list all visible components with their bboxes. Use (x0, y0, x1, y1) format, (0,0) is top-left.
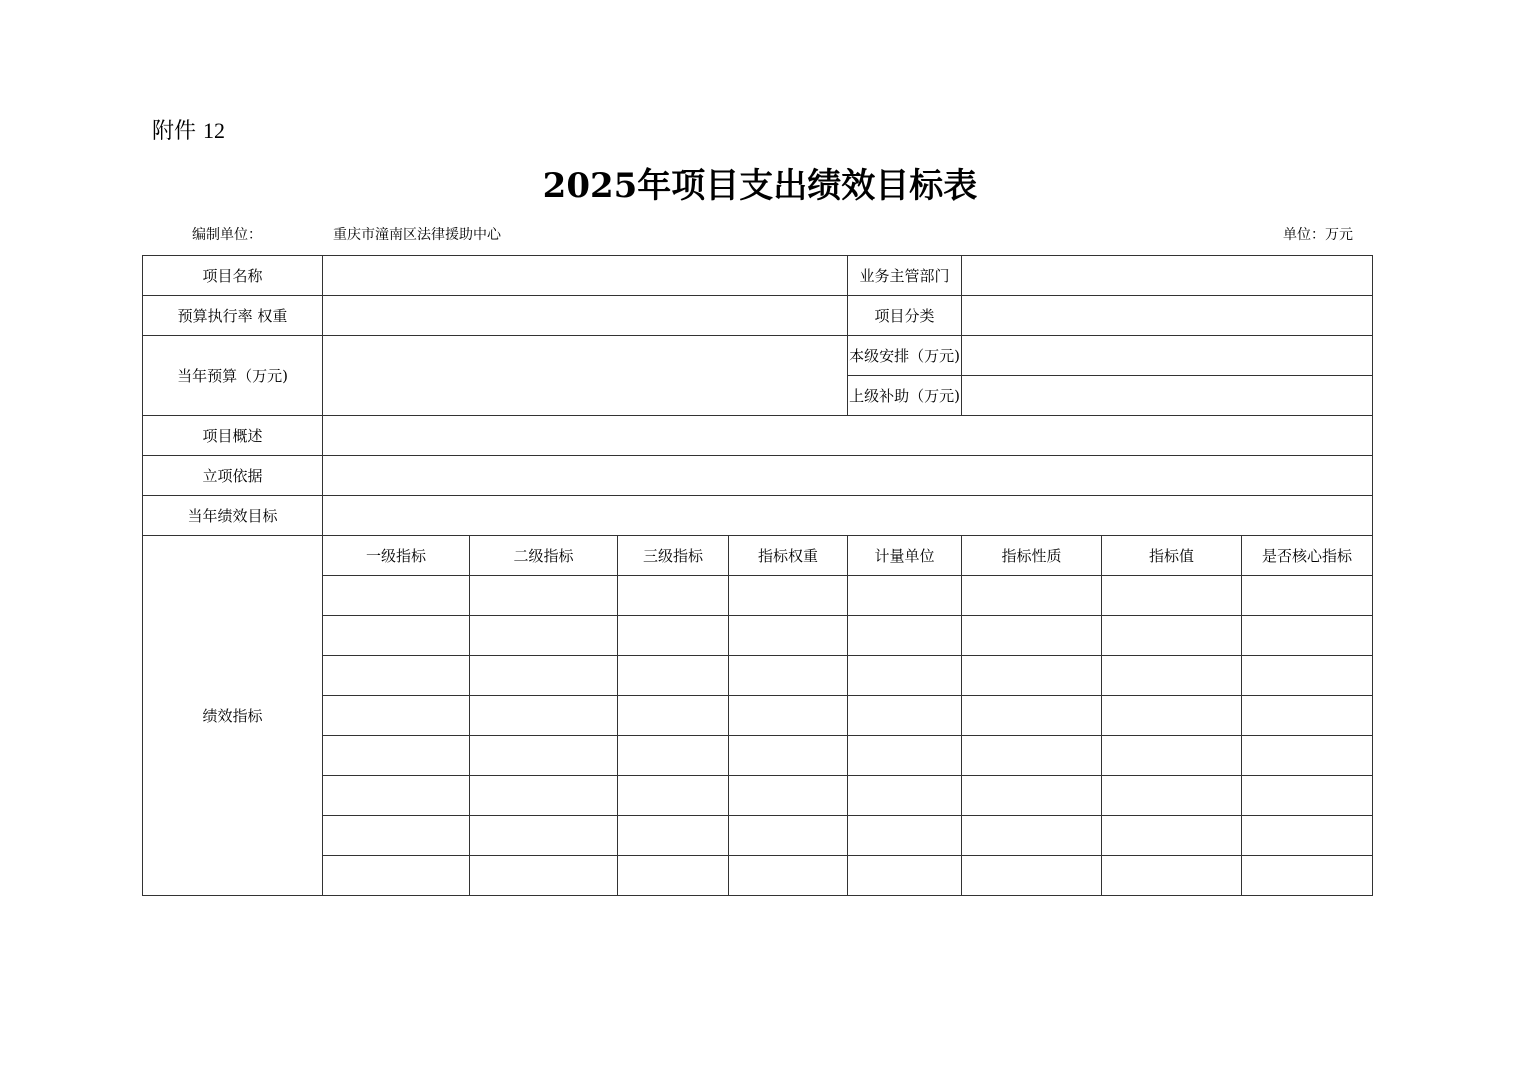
indicator-cell[interactable] (470, 856, 618, 896)
overview-value[interactable] (323, 416, 1373, 456)
org-value: 重庆市潼南区法律援助中心 (333, 227, 501, 243)
header-nature: 指标性质 (962, 536, 1102, 576)
category-value[interactable] (962, 296, 1373, 336)
local-value[interactable] (962, 336, 1373, 376)
header-level2: 二级指标 (470, 536, 618, 576)
performance-target-table (142, 255, 1373, 896)
indicator-cell[interactable] (729, 576, 848, 616)
header-core: 是否核心指标 (1242, 536, 1373, 576)
project-name-value[interactable] (323, 256, 848, 296)
indicator-cell[interactable] (618, 776, 729, 816)
indicator-cell[interactable] (848, 776, 962, 816)
indicator-cell[interactable] (323, 656, 470, 696)
local-label: 本级安排（万元) (848, 336, 962, 376)
indicator-cell[interactable] (962, 616, 1102, 656)
indicator-cell[interactable] (1242, 736, 1373, 776)
upper-label: 上级补助（万元) (848, 376, 962, 416)
indicator-cell[interactable] (323, 616, 470, 656)
basis-value[interactable] (323, 456, 1373, 496)
budget-value[interactable] (323, 336, 848, 416)
indicator-cell[interactable] (848, 696, 962, 736)
indicator-row (143, 736, 1373, 776)
indicator-cell[interactable] (1102, 736, 1242, 776)
indicator-cell[interactable] (618, 576, 729, 616)
budget-label: 当年预算（万元) (143, 336, 323, 416)
indicator-cell[interactable] (323, 736, 470, 776)
header-unit: 计量单位 (848, 536, 962, 576)
indicator-cell[interactable] (1102, 816, 1242, 856)
indicator-cell[interactable] (848, 856, 962, 896)
indicator-cell[interactable] (1242, 696, 1373, 736)
unit-label: 单位：万元 (1283, 227, 1353, 243)
goal-value[interactable] (323, 496, 1373, 536)
indicator-cell[interactable] (1102, 616, 1242, 656)
indicator-row (143, 656, 1373, 696)
indicator-cell[interactable] (323, 856, 470, 896)
header-weight: 指标权重 (729, 536, 848, 576)
attachment-label (152, 116, 225, 147)
indicator-cell[interactable] (1102, 776, 1242, 816)
indicator-row (143, 816, 1373, 856)
overview-label: 项目概述 (143, 416, 323, 456)
indicator-cell[interactable] (1102, 856, 1242, 896)
indicator-cell[interactable] (962, 656, 1102, 696)
header-level3: 三级指标 (618, 536, 729, 576)
indicator-cell[interactable] (848, 656, 962, 696)
category-label: 项目分类 (848, 296, 962, 336)
indicator-cell[interactable] (1242, 576, 1373, 616)
indicator-cell[interactable] (470, 656, 618, 696)
goal-label: 当年绩效目标 (143, 496, 323, 536)
dept-label: 业务主管部门 (848, 256, 962, 296)
indicator-cell[interactable] (962, 736, 1102, 776)
indicator-cell[interactable] (1242, 856, 1373, 896)
indicator-cell[interactable] (1102, 696, 1242, 736)
upper-value[interactable] (962, 376, 1373, 416)
indicator-cell[interactable] (323, 576, 470, 616)
indicator-cell[interactable] (618, 816, 729, 856)
indicator-cell[interactable] (729, 656, 848, 696)
indicator-cell[interactable] (848, 816, 962, 856)
indicator-row (143, 576, 1373, 616)
indicator-cell[interactable] (618, 696, 729, 736)
attachment-number: 12 (203, 118, 226, 143)
indicator-cell[interactable] (962, 776, 1102, 816)
indicator-cell[interactable] (323, 816, 470, 856)
header-level1: 一级指标 (323, 536, 470, 576)
indicator-header-row (143, 536, 1373, 576)
indicator-cell[interactable] (729, 696, 848, 736)
indicator-row (143, 696, 1373, 736)
row-budget-local (143, 336, 1373, 376)
indicator-cell[interactable] (618, 616, 729, 656)
indicator-cell[interactable] (848, 576, 962, 616)
indicator-cell[interactable] (962, 856, 1102, 896)
indicator-cell[interactable] (962, 576, 1102, 616)
indicator-cell[interactable] (1242, 616, 1373, 656)
indicator-cell[interactable] (729, 776, 848, 816)
row-goal (143, 496, 1373, 536)
indicator-cell[interactable] (962, 696, 1102, 736)
indicator-cell[interactable] (1102, 576, 1242, 616)
indicator-cell[interactable] (470, 776, 618, 816)
indicator-cell[interactable] (470, 696, 618, 736)
basis-label: 立项依据 (143, 456, 323, 496)
indicator-row (143, 856, 1373, 896)
row-project-name (143, 256, 1373, 296)
project-name-label: 项目名称 (143, 256, 323, 296)
row-exec-rate (143, 296, 1373, 336)
indicator-row (143, 776, 1373, 816)
indicator-cell[interactable] (323, 776, 470, 816)
indicator-cell[interactable] (470, 736, 618, 776)
indicator-cell[interactable] (618, 736, 729, 776)
exec-rate-label: 预算执行率 权重 (143, 296, 323, 336)
indicator-cell[interactable] (729, 616, 848, 656)
indicator-cell[interactable] (618, 856, 729, 896)
indicator-cell[interactable] (848, 736, 962, 776)
indicator-cell[interactable] (729, 736, 848, 776)
exec-rate-value[interactable] (323, 296, 848, 336)
dept-value[interactable] (962, 256, 1373, 296)
indicator-cell[interactable] (618, 656, 729, 696)
page-title: 2025年项目支出绩效目标表 (542, 166, 978, 206)
indicator-cell[interactable] (1242, 656, 1373, 696)
attachment-word: 附件 (152, 119, 197, 144)
indicator-cell[interactable] (848, 616, 962, 656)
indicator-cell[interactable] (470, 616, 618, 656)
row-basis (143, 456, 1373, 496)
org-label: 编制单位： (192, 227, 262, 243)
indicator-cell[interactable] (962, 816, 1102, 856)
indicator-cell[interactable] (470, 816, 618, 856)
indicator-cell[interactable] (1242, 776, 1373, 816)
indicator-row (143, 616, 1373, 656)
indicator-cell[interactable] (470, 576, 618, 616)
header-value: 指标值 (1102, 536, 1242, 576)
indicator-cell[interactable] (323, 696, 470, 736)
indicator-cell[interactable] (729, 856, 848, 896)
row-overview (143, 416, 1373, 456)
indicator-cell[interactable] (1102, 656, 1242, 696)
indicator-cell[interactable] (1242, 816, 1373, 856)
indicator-cell[interactable] (729, 816, 848, 856)
indicators-label: 绩效指标 (143, 536, 323, 896)
